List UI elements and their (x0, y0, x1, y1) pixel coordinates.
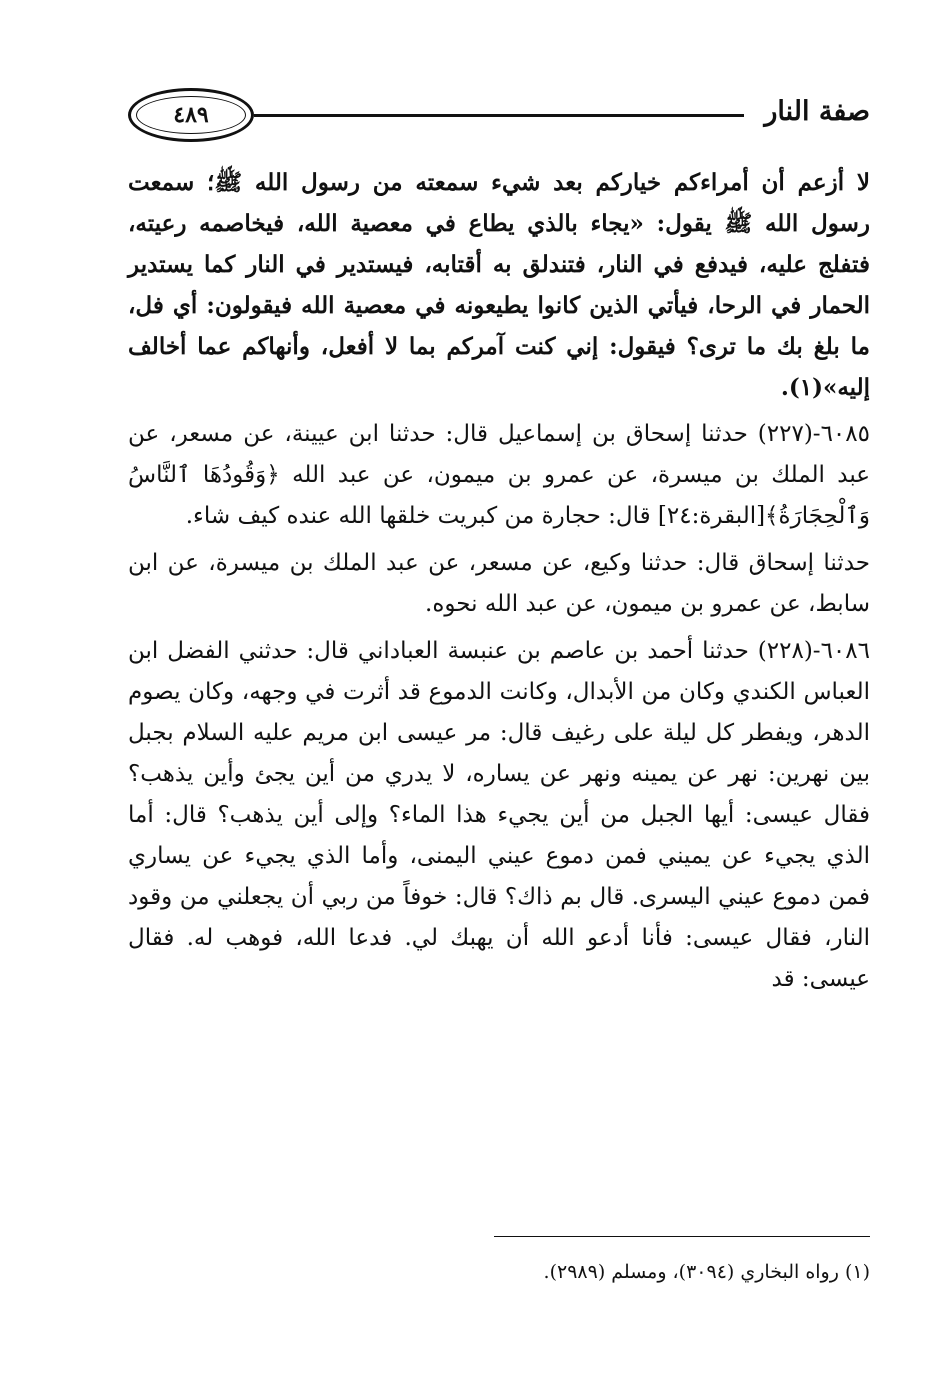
paragraph-isnad: حدثنا إسحاق قال: حدثنا وكيع، عن مسعر، عن عبد الملك بن ميسرة، عن ابن سابط، عن عمرو بن ميمون، عن عبد الله نحوه. (128, 550, 870, 617)
page-number: ٤٨٩ (136, 96, 246, 134)
footnote-1: (١) رواه البخاري (٣٠٩٤)، ومسلم (٢٩٨٩). (543, 1261, 870, 1283)
footnote-separator (494, 1236, 870, 1237)
page-header (128, 88, 870, 148)
paragraph-hadith-text: لا أزعم أن أمراءكم خياركم بعد شيء سمعته من رسول الله ﷺ؛ سمعت رسول الله ﷺ يقول: «يجاء بالذي يطاع في معصية الله، فيخاصمه رعيته، فتفلج عليه، فيدفع في النار، فتندلق به أقتابه، فيستدير في النار كما يستدير الحمار في الرحا، فيأتي الذين كانوا يطيعونه في معصية الله فيقولون: أي فل، ما بلغ بك ما ترى؟ فيقول: إني كنت آمركم بما لا أفعل، وأنهاكم عما أخالف إليه»(١). (128, 169, 870, 401)
paragraph-6085: ٦٠٨٥-(٢٢٧) حدثنا إسحاق بن إسماعيل قال: حدثنا ابن عيينة، عن مسعر، عن عبد الملك بن ميسرة، عن عمرو بن ميمون، عن عبد الله ﴿وَقُودُهَا ٱلنَّاسُ وَٱلْحِجَارَةُ﴾[البقرة:٢٤] قال: حجارة من كبريت خلقها الله عنده كيف شاء. (128, 421, 870, 529)
page-body (128, 162, 870, 1006)
page-number-frame (128, 88, 254, 142)
chapter-title: صفة النار (764, 96, 870, 127)
paragraph-6086: ٦٠٨٦-(٢٢٨) حدثنا أحمد بن عاصم بن عنبسة العباداني قال: حدثني الفضل ابن العباس الكندي وكان من الأبدال، وكانت الدموع قد أثرت في وجهه، وكان يصوم الدهر، ويفطر كل ليلة على رغيف قال: مر عيسى ابن مريم عليه السلام بجبل بين نهرين: نهر عن يمينه ونهر عن يساره، لا يدري من أين يجئ وأين يذهب؟ فقال عيسى: أيها الجبل من أين يجيء هذا الماء؟ وإلى أين يذهب؟ قال: أما الذي يجيء عن يميني فمن دموع عيني اليمنى، وأما الذي يجيء عن يساري فمن دموع عيني اليسرى. قال بم ذاك؟ قال: خوفاً من ربي أن يجعلني من وقود النار، فقال عيسى: فأنا أدعو الله أن يهبك لي. فدعا الله، فوهب له. فقال عيسى: قد (128, 638, 870, 992)
header-rule (254, 114, 744, 117)
